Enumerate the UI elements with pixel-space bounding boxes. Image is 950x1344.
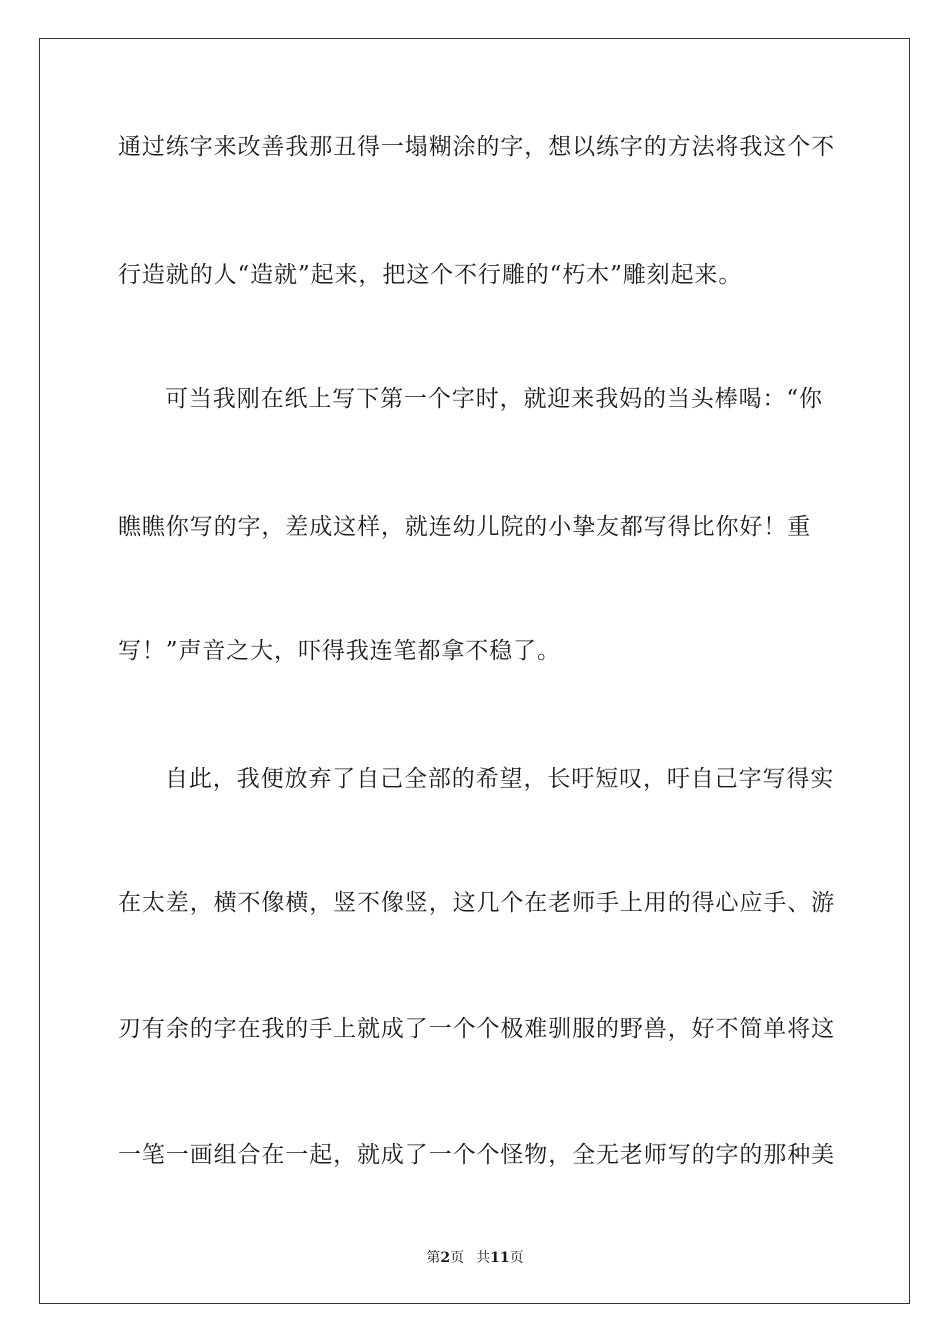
text-line-9: 一笔一画组合在一起，就成了一个个怪物，全无老师写的字的那种美 — [118, 1142, 835, 1168]
text-line-8: 刃有余的字在我的手上就成了一个个极难驯服的野兽，好不简单将这 — [118, 1016, 835, 1042]
total-prefix: 共 — [476, 1250, 491, 1266]
page-suffix: 页 — [450, 1250, 465, 1266]
page-number: 2 — [440, 1250, 451, 1266]
page-border — [39, 38, 910, 1304]
text-line-4: 瞧瞧你写的字，差成这样，就连幼儿院的小挚友都写得比你好！重 — [118, 514, 812, 540]
text-line-7: 在太差，横不像横，竖不像竖，这几个在老师手上用的得心应手、游 — [118, 890, 835, 916]
text-line-5: 写！”声音之大，吓得我连笔都拿不稳了。 — [118, 638, 561, 664]
text-line-2: 行造就的人“造就”起来，把这个不行雕的“朽木”雕刻起来。 — [118, 262, 743, 288]
text-line-6: 自此，我便放弃了自己全部的希望，长吁短叹，吁自己字写得实 — [165, 766, 835, 792]
page-prefix: 第 — [426, 1250, 441, 1266]
text-line-1: 通过练字来改善我那丑得一塌糊涂的字，想以练字的方法将我这个不 — [118, 134, 835, 160]
total-suffix: 页 — [509, 1250, 524, 1266]
total-pages: 11 — [490, 1250, 510, 1266]
text-line-3: 可当我刚在纸上写下第一个字时，就迎来我妈的当头棒喝：“你 — [165, 386, 823, 412]
page-footer — [0, 1248, 950, 1268]
